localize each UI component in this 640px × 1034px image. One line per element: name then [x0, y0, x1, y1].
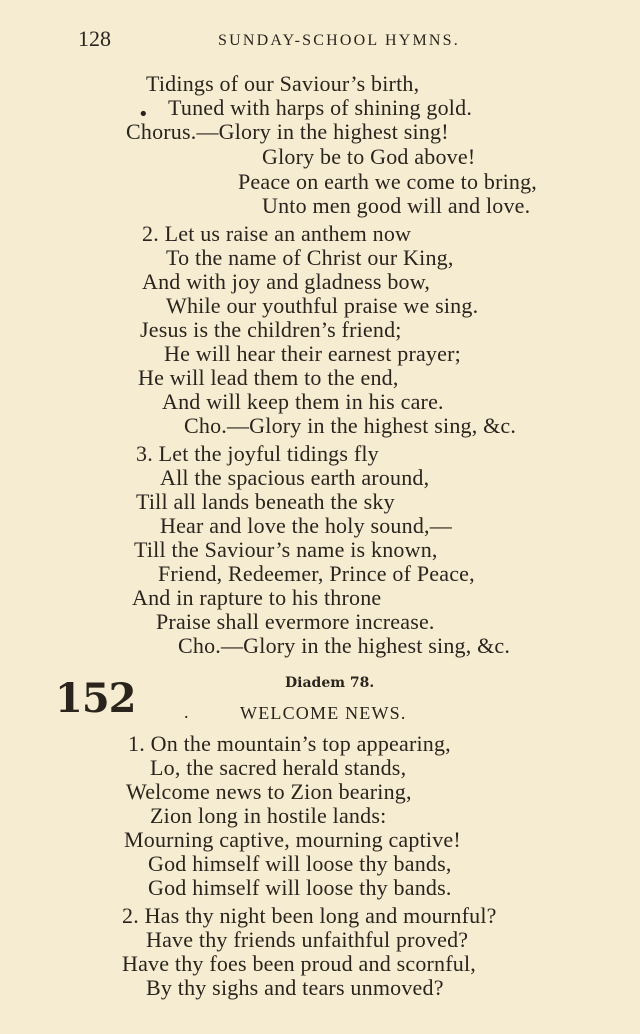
verse-line: Tidings of our Saviour’s birth, — [146, 71, 420, 96]
verse-line: Jesus is the children’s friend; — [140, 317, 402, 342]
verse-line: He will lead them to the end, — [138, 365, 399, 390]
verse-line: 2. Has thy night been long and mournful? — [122, 903, 497, 928]
verse-line: All the spacious earth around, — [160, 465, 430, 490]
chorus-line: Cho.—Glory in the highest sing, &c. — [184, 413, 517, 438]
verse-line: Tuned with harps of shining gold. — [168, 95, 473, 120]
verse-line: God himself will loose thy bands. — [148, 875, 452, 900]
verse-line: To the name of Christ our King, — [166, 245, 454, 270]
verse-line: And in rapture to his throne — [132, 585, 382, 610]
verse-line: 3. Let the joyful tidings fly — [136, 441, 379, 466]
verse-line: Friend, Redeemer, Prince of Peace, — [158, 561, 475, 586]
verse-line: Zion long in hostile lands: — [150, 803, 387, 828]
verse-line: Till all lands beneath the sky — [136, 489, 395, 514]
verse-line: And will keep them in his care. — [162, 389, 444, 414]
verse-line: Unto men good will and love. — [262, 193, 531, 218]
verse-line: He will hear their earnest prayer; — [164, 341, 461, 366]
verse-line: 2. Let us raise an anthem now — [142, 221, 412, 246]
hymn-number: 152 — [55, 675, 136, 722]
verse-line: Have thy friends unfaithful proved? — [146, 927, 469, 952]
print-mark: • — [138, 104, 149, 125]
running-head: SUNDAY-SCHOOL HYMNS. — [218, 32, 460, 49]
chorus-line: Chorus.—Glory in the highest sing! — [126, 119, 449, 144]
page-number: 128 — [78, 26, 111, 51]
verse-line: Welcome news to Zion bearing, — [126, 779, 412, 804]
verse-line: Praise shall evermore increase. — [156, 609, 435, 634]
verse-line: Till the Saviour’s name is known, — [134, 537, 438, 562]
verse-line: Hear and love the holy sound,— — [160, 513, 452, 538]
verse-line: Glory be to God above! — [262, 144, 476, 169]
verse-line: Mourning captive, mourning captive! — [124, 827, 461, 852]
verse-line: And with joy and gladness bow, — [142, 269, 431, 294]
verse-line: God himself will loose thy bands, — [148, 851, 452, 876]
hymn-title: WELCOME NEWS. — [240, 703, 407, 723]
print-mark: . — [184, 702, 189, 722]
verse-line: Have thy foes been proud and scornful, — [122, 951, 476, 976]
verse-line: By thy sighs and tears unmoved? — [146, 975, 444, 1000]
tune-name: Diadem 78. — [285, 675, 375, 691]
verse-line: 1. On the mountain’s top appearing, — [128, 731, 451, 756]
verse-line: Lo, the sacred herald stands, — [150, 755, 407, 780]
chorus-line: Cho.—Glory in the highest sing, &c. — [178, 633, 511, 658]
verse-line: While our youthful praise we sing. — [166, 293, 479, 318]
verse-line: Peace on earth we come to bring, — [238, 169, 538, 194]
